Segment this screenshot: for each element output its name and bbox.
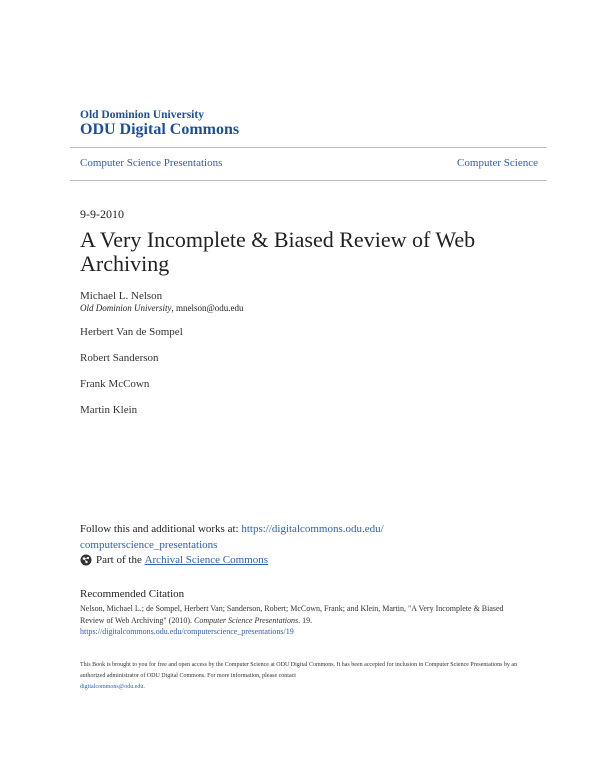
citation-body: Nelson, Michael L.; de Sompel, Herbert Van; Sanderson, Robert; McCown, Frank; and Klein, Martin, "A Very Incomplete & Biased Review of Web Archiving" (2010). — [80, 604, 504, 625]
network-icon — [80, 554, 92, 566]
follow-block — [80, 521, 410, 553]
notice-end: . — [143, 684, 145, 690]
department-link[interactable]: Computer Science — [457, 157, 538, 169]
collection-url-link-continued[interactable]: computerscience_presentations — [80, 539, 218, 551]
notice-text: This Book is brought to you for free and open access by the Computer Science at ODU Digital Commons. It has been accepted for inclusion in Computer Science Presentations by an authorized administrator of ODU Digital Commons. For more information, please contact — [80, 662, 518, 679]
author-name: Herbert Van de Sompel — [80, 326, 183, 338]
citation-journal: Computer Science Presentations — [194, 615, 299, 625]
follow-text: Follow this and additional works at: — [80, 523, 242, 535]
document-title: A Very Incomplete & Biased Review of Web Archiving — [80, 227, 476, 276]
divider-top — [70, 147, 547, 148]
author-name: Martin Klein — [80, 404, 138, 416]
institution-name: Old Dominion University — [80, 109, 204, 121]
publication-date: 9-9-2010 — [80, 207, 124, 221]
author-affiliation — [80, 303, 244, 313]
author-name: Michael L. Nelson — [80, 290, 163, 302]
repository-name[interactable]: ODU Digital Commons — [80, 121, 240, 138]
part-of-line — [80, 554, 268, 566]
affiliation-separator: , — [171, 303, 176, 313]
author-name: Robert Sanderson — [80, 352, 159, 364]
series-link[interactable]: Computer Science Presentations — [80, 157, 223, 169]
divider-bottom — [70, 180, 547, 181]
citation-url-link[interactable]: https://digitalcommons.odu.edu/computerscience_presentations/19 — [80, 627, 294, 636]
archival-science-link[interactable]: Archival Science Commons — [144, 554, 268, 566]
citation-text — [80, 603, 520, 638]
part-of-prefix: Part of the — [96, 554, 142, 566]
author-name: Frank McCown — [80, 378, 150, 390]
collection-url-link[interactable]: https://digitalcommons.odu.edu/ — [241, 523, 384, 535]
author-email: mnelson@odu.edu — [176, 303, 244, 313]
contact-email-link[interactable]: digitalcommons@odu.edu — [80, 684, 144, 690]
recommended-citation-heading: Recommended Citation — [80, 588, 185, 600]
access-notice — [80, 660, 525, 693]
affiliation-institution: Old Dominion University — [80, 303, 172, 313]
citation-number: . 19. — [298, 615, 313, 625]
